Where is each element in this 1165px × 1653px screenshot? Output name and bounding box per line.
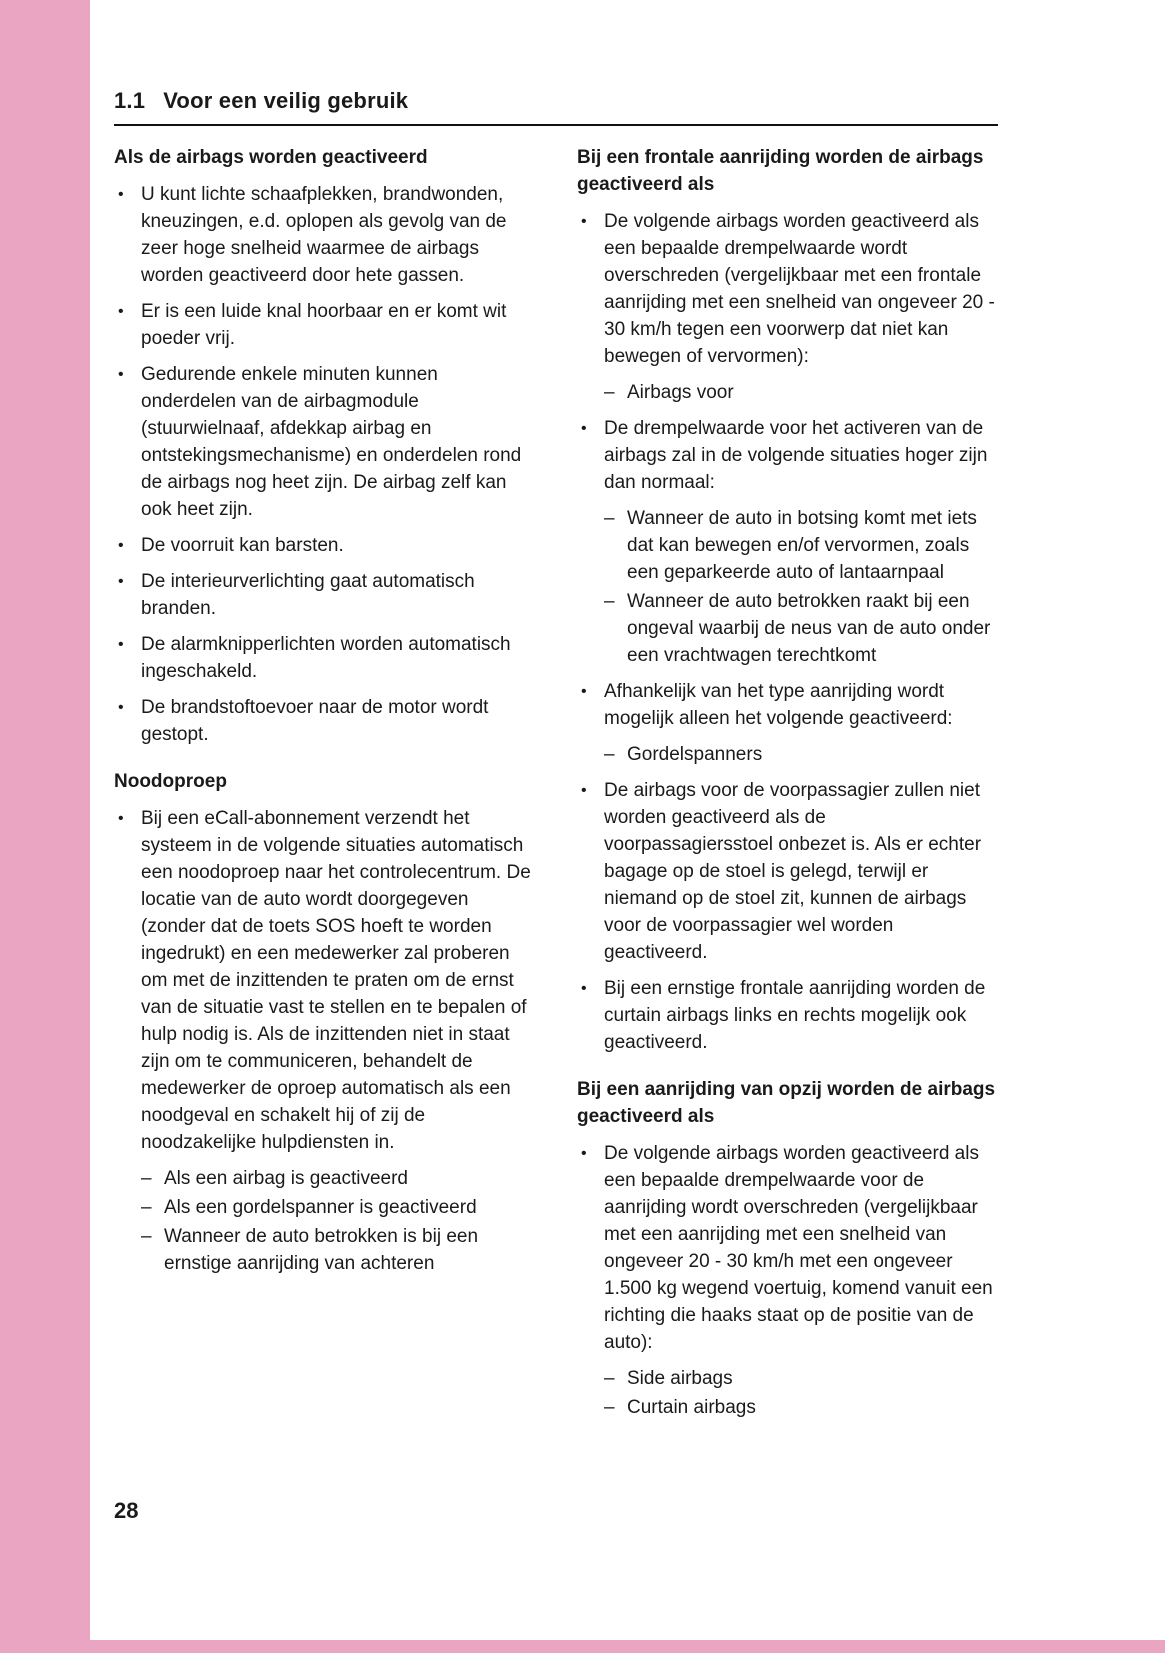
bullet-marker: • — [581, 980, 587, 997]
page-number: 28 — [114, 1498, 139, 1523]
bullet-item — [577, 777, 998, 966]
item-text: Wanneer de auto betrokken raakt bij een ongeval waarbij de neus van de auto onder een vrachtwagen terechtkomt — [627, 591, 991, 666]
item-text: Wanneer de auto betrokken is bij een ernstige aanrijding van achteren — [164, 1226, 479, 1274]
item-text: Als een airbag is geactiveerd — [164, 1168, 408, 1189]
item-text: Er is een luide knal hoorbaar en er komt wit poeder vrij. — [141, 301, 507, 349]
item-text: De volgende airbags worden geactiveerd als een bepaalde drempelwaarde wordt overschreden (vergelijkbaar met een frontale aanrijding met een snelheid van ongeveer 20 - 30 km/h tegen een voorwerp dat niet kan bewegen of vervormen): — [604, 211, 995, 367]
bullet-marker: • — [581, 782, 587, 799]
bullet-item — [114, 694, 535, 748]
bullet-item — [577, 208, 998, 370]
bullet-marker: • — [118, 366, 124, 383]
dash-marker: – — [141, 1226, 152, 1247]
item-text: De airbags voor de voorpassagier zullen niet worden geactiveerd als de voorpassagiersstoel onbezet is. Als er echter bagage op de stoel is gelegd, terwijl er niemand op de stoel zit, kunnen de airbags voor de voorpassagier wel worden geactiveerd. — [604, 780, 982, 963]
dash-marker: – — [604, 744, 615, 765]
dash-item — [114, 1223, 535, 1277]
item-text: U kunt lichte schaafplekken, brandwonden, kneuzingen, e.d. oplopen als gevolg van de zeer hoge snelheid waarmee de airbags worden geactiveerd door hete gassen. — [141, 184, 507, 286]
dash-item — [577, 379, 998, 406]
bullet-item — [577, 1140, 998, 1356]
section-heading: Bij een frontale aanrijding worden de airbags geactiveerd als — [577, 147, 984, 195]
bullet-marker: • — [581, 683, 587, 700]
item-text: Bij een ernstige frontale aanrijding worden de curtain airbags links en rechts mogelijk ook geactiveerd. — [604, 978, 986, 1053]
bullet-marker: • — [118, 573, 124, 590]
item-text: Als een gordelspanner is geactiveerd — [164, 1197, 477, 1218]
item-text: De interieurverlichting gaat automatisch branden. — [141, 571, 475, 619]
bullet-item — [577, 975, 998, 1056]
section-heading: Noodoproep — [114, 771, 227, 792]
bullet-marker: • — [581, 420, 587, 437]
dash-marker: – — [604, 591, 615, 612]
item-text: Curtain airbags — [627, 1397, 756, 1418]
dash-marker: – — [604, 1368, 615, 1389]
bottom-accent-bar — [0, 1640, 1165, 1653]
dash-marker: – — [141, 1197, 152, 1218]
dash-item — [577, 588, 998, 669]
bullet-marker: • — [118, 636, 124, 653]
bullet-marker: • — [118, 303, 124, 320]
dash-marker: – — [604, 508, 615, 529]
dash-marker: – — [604, 382, 615, 403]
item-text: Airbags voor — [627, 382, 734, 403]
page-content — [114, 88, 998, 1423]
item-text: De voorruit kan barsten. — [141, 535, 344, 556]
item-text: Bij een eCall-abonnement verzendt het systeem in de volgende situaties automatisch een noodoproep naar het controlecentrum. De locatie van de auto wordt doorgegeven (zonder dat de toets SOS hoeft te worden ingedrukt) en een medewerker zal proberen om met de inzittenden te praten om de ernst van de situatie vast te stellen en te bepalen of hulp nodig is. Als de inzittenden niet in staat zijn om te communiceren, behandelt de medewerker de oproep automatisch als een noodgeval en schakelt hij of zij de noodzakelijke hulpdiensten in. — [141, 808, 531, 1153]
item-text: De brandstoftoevoer naar de motor wordt gestopt. — [141, 697, 489, 745]
section-number: 1.1 — [114, 88, 146, 113]
page-title — [114, 88, 998, 126]
item-text: Wanneer de auto in botsing komt met iets dat kan bewegen en/of vervormen, zoals een geparkeerde auto of lantaarnpaal — [627, 508, 977, 583]
item-text: Gedurende enkele minuten kunnen onderdelen van de airbagmodule (stuurwielnaaf, afdekkap airbag en ontstekingsmechanisme) en onderdelen rond de airbags nog heet zijn. De airbag zelf kan ook heet zijn. — [141, 364, 522, 520]
item-text: De volgende airbags worden geactiveerd als een bepaalde drempelwaarde voor de aanrijding wordt overschreden (vergelijkbaar met een aanrijding met een snelheid van ongeveer 20 - 30 km/h met een ongeveer 1.500 kg wegend voertuig, komend vanuit een richting die haaks staat op de positie van de auto): — [604, 1143, 993, 1353]
bullet-item — [114, 361, 535, 523]
bullet-item — [114, 568, 535, 622]
bullet-marker: • — [581, 213, 587, 230]
bullet-item — [577, 678, 998, 732]
item-text: De alarmknipperlichten worden automatisch ingeschakeld. — [141, 634, 511, 682]
section-heading: Bij een aanrijding van opzij worden de airbags geactiveerd als — [577, 1079, 996, 1127]
bullet-item — [114, 805, 535, 1156]
item-text: De drempelwaarde voor het activeren van de airbags zal in de volgende situaties hoger zijn dan normaal: — [604, 418, 988, 493]
section-heading: Als de airbags worden geactiveerd — [114, 147, 428, 168]
dash-item — [577, 741, 998, 768]
dash-item — [114, 1194, 535, 1221]
dash-marker: – — [604, 1397, 615, 1418]
bullet-item — [577, 415, 998, 496]
item-text: Gordelspanners — [627, 744, 763, 765]
right-column — [577, 144, 998, 1423]
left-margin-accent-bar — [0, 0, 90, 1653]
dash-marker: – — [141, 1168, 152, 1189]
section-title: Voor een veilig gebruik — [163, 88, 409, 113]
two-column-layout — [114, 144, 998, 1423]
bullet-marker: • — [118, 810, 124, 827]
item-text: Side airbags — [627, 1368, 733, 1389]
bullet-marker: • — [118, 186, 124, 203]
dash-item — [577, 1394, 998, 1421]
dash-item — [114, 1165, 535, 1192]
bullet-marker: • — [118, 537, 124, 554]
bullet-item — [114, 181, 535, 289]
left-column — [114, 144, 535, 1423]
bullet-item — [114, 532, 535, 559]
bullet-marker: • — [118, 699, 124, 716]
item-text: Afhankelijk van het type aanrijding wordt mogelijk alleen het volgende geactiveerd: — [604, 681, 953, 729]
dash-item — [577, 505, 998, 586]
bullet-marker: • — [581, 1145, 587, 1162]
dash-item — [577, 1365, 998, 1392]
bullet-item — [114, 631, 535, 685]
bullet-item — [114, 298, 535, 352]
